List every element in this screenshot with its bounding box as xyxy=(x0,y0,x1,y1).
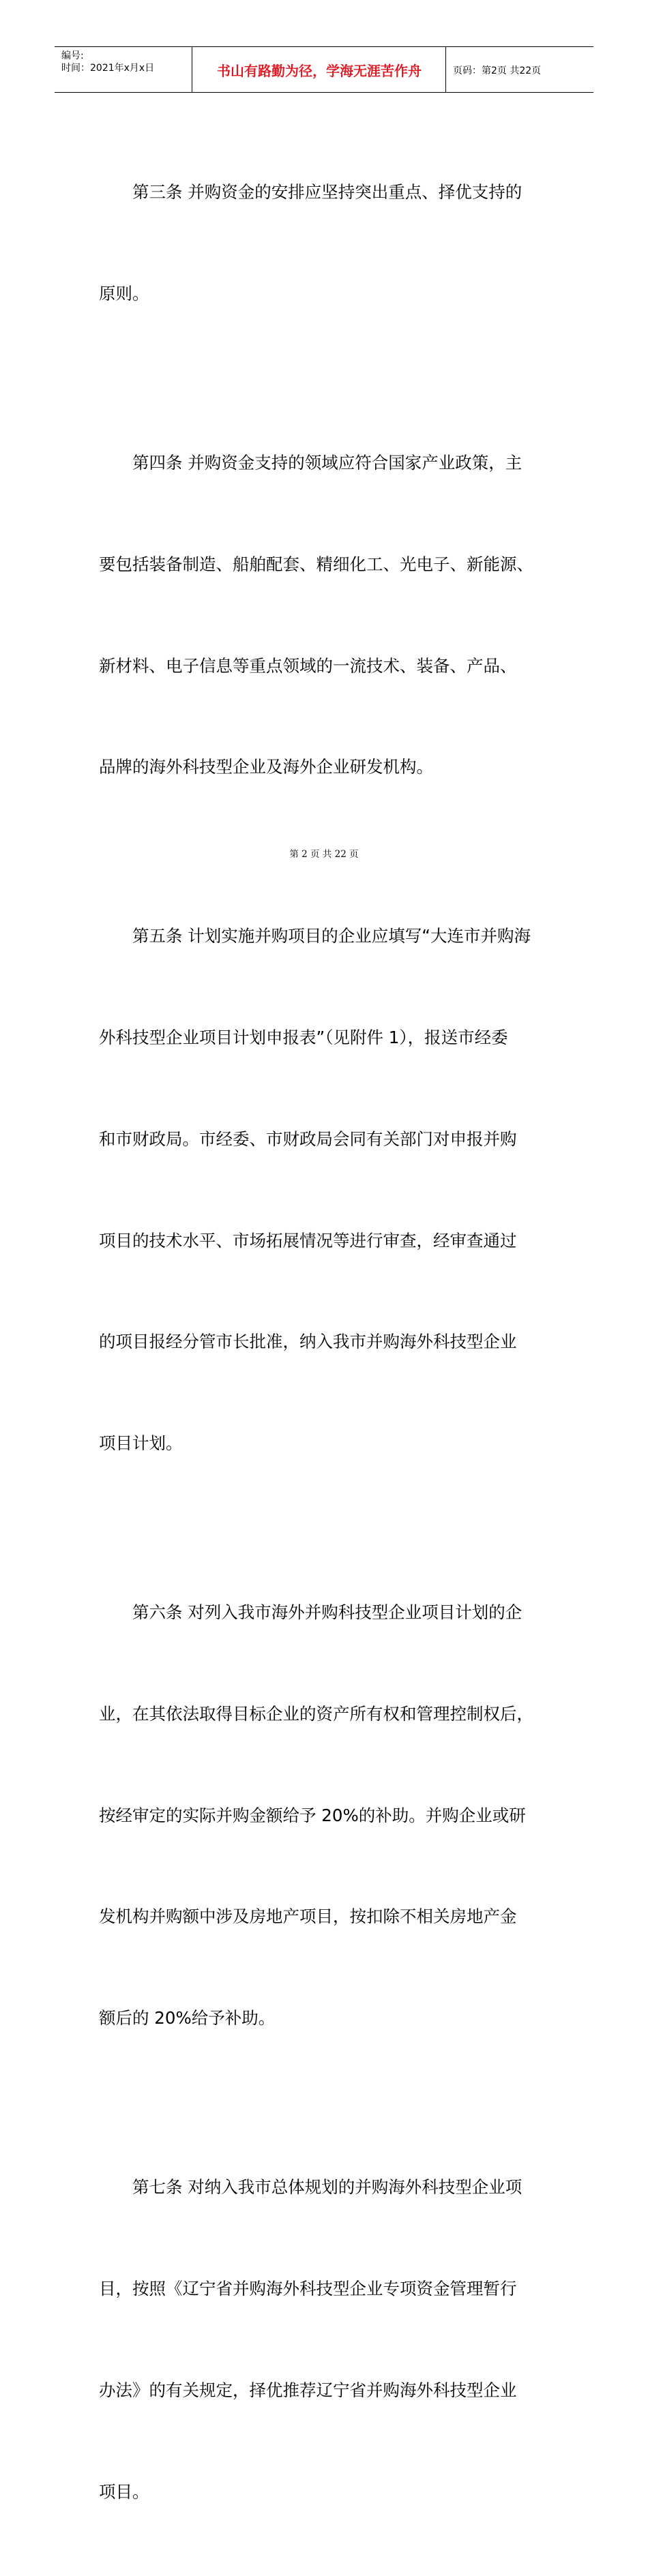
article-5 xyxy=(99,852,563,1528)
document-body xyxy=(99,108,563,2576)
text-line: 按经审定的实际并购金额给予 20%的补助。并购企业或研 xyxy=(99,1805,526,1825)
header-meta-cell xyxy=(55,47,192,92)
text-line: 的项目报经分管市长批准，纳入我市并购海外科技型企业 xyxy=(99,1332,517,1352)
text-line: 第六条 对列入我市海外并购科技型企业项目计划的企 xyxy=(132,1602,522,1623)
header-page-cell xyxy=(446,47,593,92)
header-motto-cell xyxy=(192,47,446,92)
text-line: 原则。 xyxy=(99,283,149,303)
text-line: 办法》的有关规定，择优推荐辽宁省并购海外科技型企业 xyxy=(99,2380,517,2400)
text-line: 要包括装备制造、船舶配套、精细化工、光电子、新能源、 xyxy=(99,554,533,574)
text-line: 业，在其依法取得目标企业的资产所有权和管理控制权后， xyxy=(99,1703,533,1724)
text-line: 和市财政局。市经委、市财政局会同有关部门对申报并购 xyxy=(99,1128,517,1149)
article-6 xyxy=(99,1528,563,2103)
text-line: 项目。 xyxy=(99,2481,149,2502)
article-3 xyxy=(99,108,563,378)
text-line: 品牌的海外科技型企业及海外企业研发机构。 xyxy=(99,757,433,777)
text-line: 目，按照《辽宁省并购海外科技型企业专项资金管理暂行 xyxy=(99,2279,517,2298)
header-page-info: 页码：第2页 共22页 xyxy=(453,65,542,76)
text-line: 第三条 并购资金的安排应坚持突出重点、择优支持的 xyxy=(132,182,522,203)
text-line: 第七条 对纳入我市总体规划的并购海外科技型企业项 xyxy=(132,2177,522,2198)
text-line: 发机构并购额中涉及房地产项目，按扣除不相关房地产金 xyxy=(99,1906,517,1927)
text-line: 额后的 20%给予补助。 xyxy=(99,2008,276,2028)
text-line: 新材料、电子信息等重点领域的一流技术、装备、产品、 xyxy=(99,655,517,676)
article-4 xyxy=(99,378,563,852)
serial-label: 编号: xyxy=(61,50,84,61)
text-line: 项目的技术水平、市场拓展情况等进行审查，经审查通过 xyxy=(99,1230,517,1250)
page-header xyxy=(55,46,593,93)
article-7 xyxy=(99,2103,563,2576)
text-line: 第四条 并购资金支持的领域应符合国家产业政策，主 xyxy=(132,452,522,473)
time-line: 时间：2021年x月x日 xyxy=(61,63,155,74)
text-line: 外科技型企业项目计划申报表”（见附件 1），报送市经委 xyxy=(99,1028,508,1048)
motto-text: 书山有路勤为径，学海无涯苦作舟 xyxy=(217,63,422,79)
page-footer: 第 2 页 共 22 页 xyxy=(289,849,359,860)
text-line: 第五条 计划实施并购项目的企业应填写“大连市并购海 xyxy=(132,926,531,946)
text-line: 项目计划。 xyxy=(99,1433,183,1454)
